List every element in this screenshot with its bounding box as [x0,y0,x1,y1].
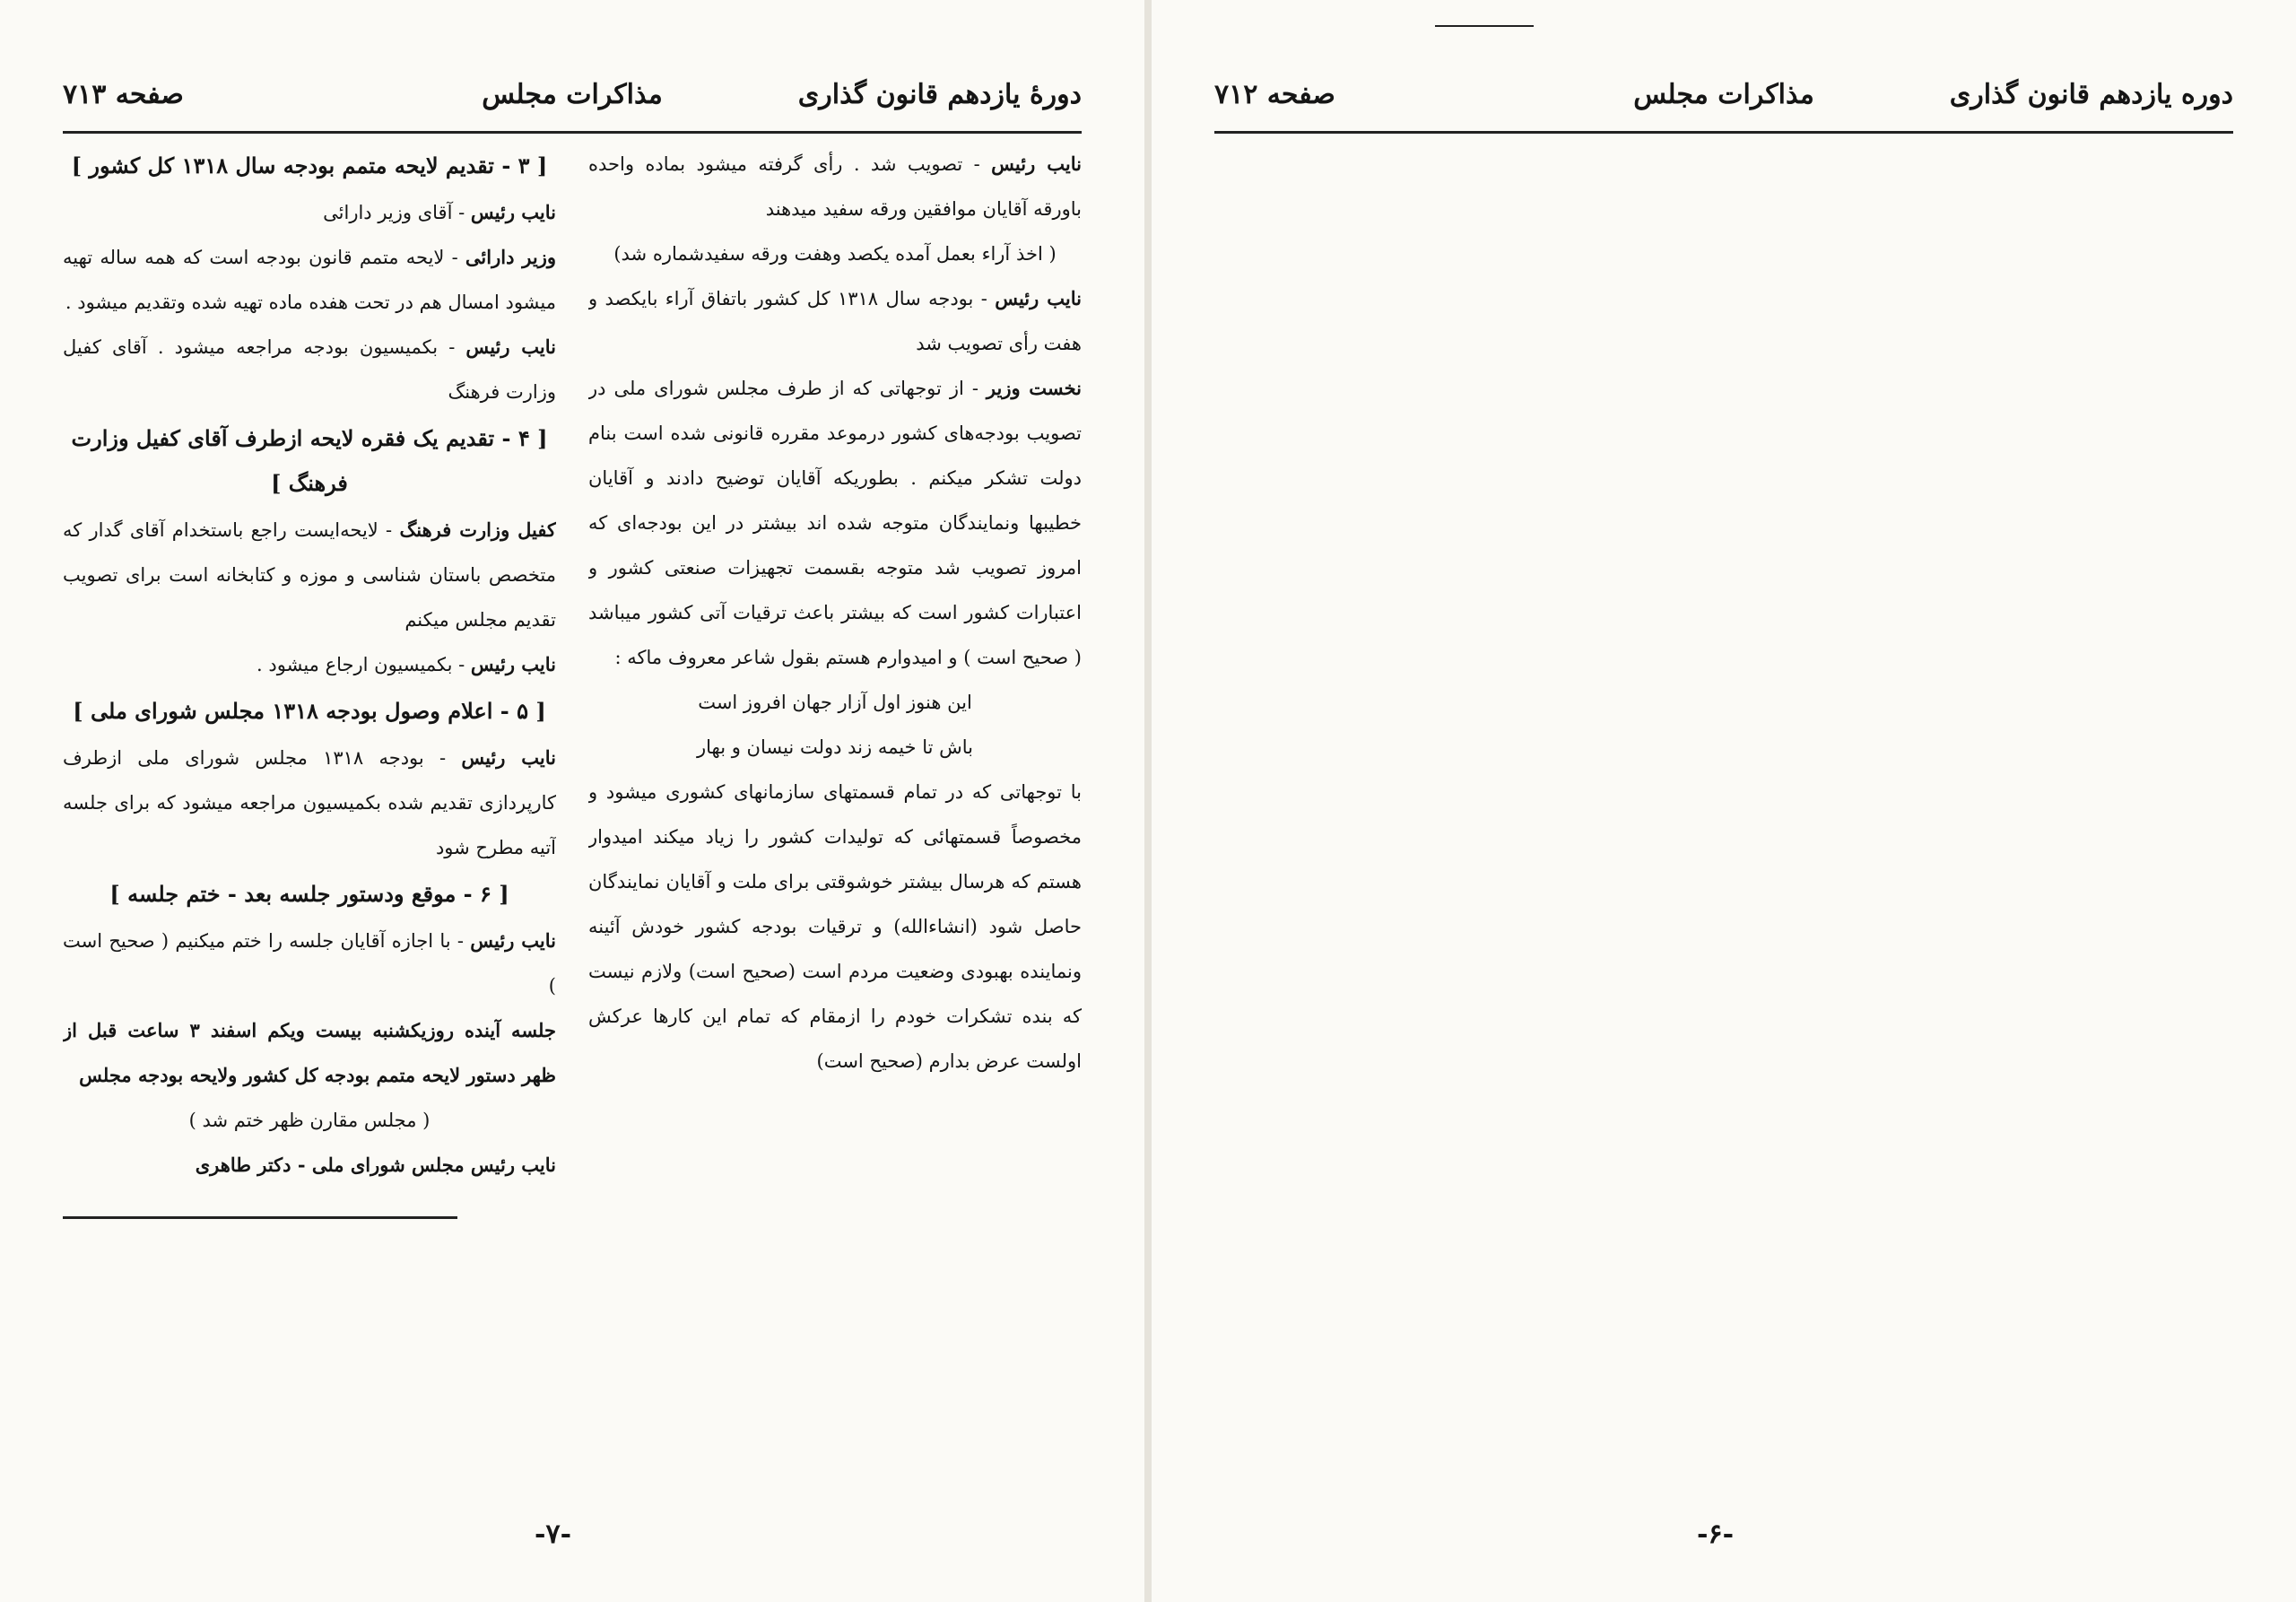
page-713 [0,0,1144,1602]
speech-text: - تصویب شد . رأی گرفته میشود بماده واحده باورقه آقایان موافقین ورقه سفید میدهند [588,153,1082,220]
speech-paragraph [63,190,556,235]
text-paragraph: این هنوز اول آزار جهان افروز است [698,692,972,713]
speaker-name: نایب رئیس [470,929,556,952]
page-footer-number: -۶- [1697,1519,1735,1550]
speaker-name: نایب رئیس [470,201,556,223]
speech-text: - با اجازه آقایان جلسه را ختم میکنیم ( صحیح است ) [63,930,556,997]
speaker-name: کفیل وزارت فرهنگ [399,518,556,541]
speaker-name: نایب رئیس [461,746,556,769]
text-paragraph: جلسه آینده روزیکشنبه بیست ویکم اسفند ۳ ساعت قبل از ظهر دستور لایحه متمم بودجه کل کشور ولایحه بودجه مجلس [63,1019,556,1086]
section-heading: [ ۴ - تقدیم یک فقره لایحه ازطرف آقای کفیل وزارت فرهنگ ] [71,425,548,496]
scan-top-mark [1435,25,1534,27]
column-right [588,142,1082,1252]
speaker-name: نخست وزیر [986,377,1082,399]
speech-paragraph [63,736,556,870]
speech-text: - لایحه‌ایست راجع باستخدام آقای گدار که متخصص باستان شناسی و موزه و کتابخانه است برای تصویب تقدیم مجلس میکنم [63,519,556,631]
text-paragraph: ( اخذ آراء بعمل آمده یکصد وهفت ورقه سفیدشماره شد) [613,243,1057,265]
text-paragraph: باش تا خیمه زند دولت نیسان و بهار [696,736,974,758]
section-heading: [ ۳ - تقدیم لایحه متمم بودجه سال ۱۳۱۸ کل کشور ] [71,152,548,178]
page-footer-number: -۷- [535,1519,572,1550]
text-paragraph: با توجهاتی که در تمام قسمتهای سازمانهای کشوری میشود و مخصوصاً قسمتهائی که تولیدات کشور را زیاد میکند امیدوار هستم که هرسال بیشتر خوشوقتی برای ملت و آقایان نمایندگان حاصل شود (انشاءالله) و ترقیات بودجه کشور خودش آئینه ونماینده بهبودی وضعیت مردم است (صحیح است) ولازم نیست که بنده تشکرات خودم را ازمقام که تمام این کارها عرکش اولست عرض بدارم (صحیح است) [588,781,1082,1072]
speech-text: - آقای وزیر دارائی [323,202,471,223]
header-term: دوره یازدهم قانون گذاری [1949,79,2233,110]
text-columns [63,142,1082,1252]
book-gutter [1144,0,1152,1602]
header-term: دورهٔ یازدهم قانون گذاری [797,79,1082,110]
speech-paragraph [63,325,556,414]
header-title: مذاکرات مجلس [482,79,663,110]
text-paragraph: نایب رئیس مجلس شورای ملی - دکتر طاهری [195,1154,556,1176]
header-title: مذاکرات مجلس [1633,79,1814,110]
speech-paragraph [63,235,556,325]
section-heading: [ ۶ - موقع ودستور جلسه بعد - ختم جلسه ] [109,881,509,907]
speech-text: - بکمیسیون ارجاع میشود . [257,654,471,675]
footnote-rule [63,1216,457,1219]
column-left [63,142,556,1252]
header-rule [63,131,1082,134]
page-header [1214,72,2233,135]
speech-text: - از توجهاتی که از طرف مجلس شورای ملی در تصویب بودجه‌های کشور درموعد مقرره قانونی شده است بنام دولت تشکر میکنم . بطوریکه آقایان توضیح دادند و آقایان خطیبها ونمایندگان متوجه شده اند بیشتر در این بودجه‌ای که امروز تصویب شد متوجه بقسمت تجهیزات صنعتی کشور و اعتبارات کشور است که بیشتر باعث ترقیات آتی کشور میباشد ( صحیح است ) و امیدوارم هستم بقول شاعر معروف ماکه : [588,378,1082,668]
header-page-number: صفحه ۷۱۳ [63,79,184,110]
text-paragraph: ( مجلس مقارن ظهر ختم شد ) [188,1110,430,1131]
page-header [63,72,1082,135]
speech-paragraph [63,919,556,1008]
speaker-name: وزیر دارائی [465,246,556,268]
speaker-name: نایب رئیس [465,335,556,358]
speech-paragraph [63,508,556,642]
section-heading: [ ۵ - اعلام وصول بودجه ۱۳۱۸ مجلس شورای ملی ] [73,698,546,724]
speech-paragraph [588,366,1082,680]
speech-text: - بکمیسیون بودجه مراجعه میشود . آقای کفیل وزارت فرهنگ [63,336,556,403]
speaker-name: نایب رئیس [991,152,1082,175]
speech-text: - بودجه ۱۳۱۸ مجلس شورای ملی ازطرف کارپردازی تقدیم شده بکمیسیون مراجعه میشود که برای جلسه آتیه مطرح شود [63,747,556,858]
speech-text: - بودجه سال ۱۳۱۸ کل کشور باتفاق آراء بایکصد و هفت رأی تصویب شد [588,288,1082,354]
header-page-number: صفحه ۷۱۲ [1214,79,1335,110]
speaker-name: نایب رئیس [995,287,1082,309]
speech-paragraph [588,276,1082,366]
speech-text: - لایحه متمم قانون بودجه است که همه ساله تهیه میشود امسال هم در تحت هفده ماده تهیه شده وتقدیم میشود . [63,247,556,313]
page-712 [1152,0,2296,1602]
speech-paragraph [63,642,556,687]
speaker-name: نایب رئیس [470,653,556,675]
header-rule [1214,131,2233,134]
speech-paragraph [588,142,1082,231]
